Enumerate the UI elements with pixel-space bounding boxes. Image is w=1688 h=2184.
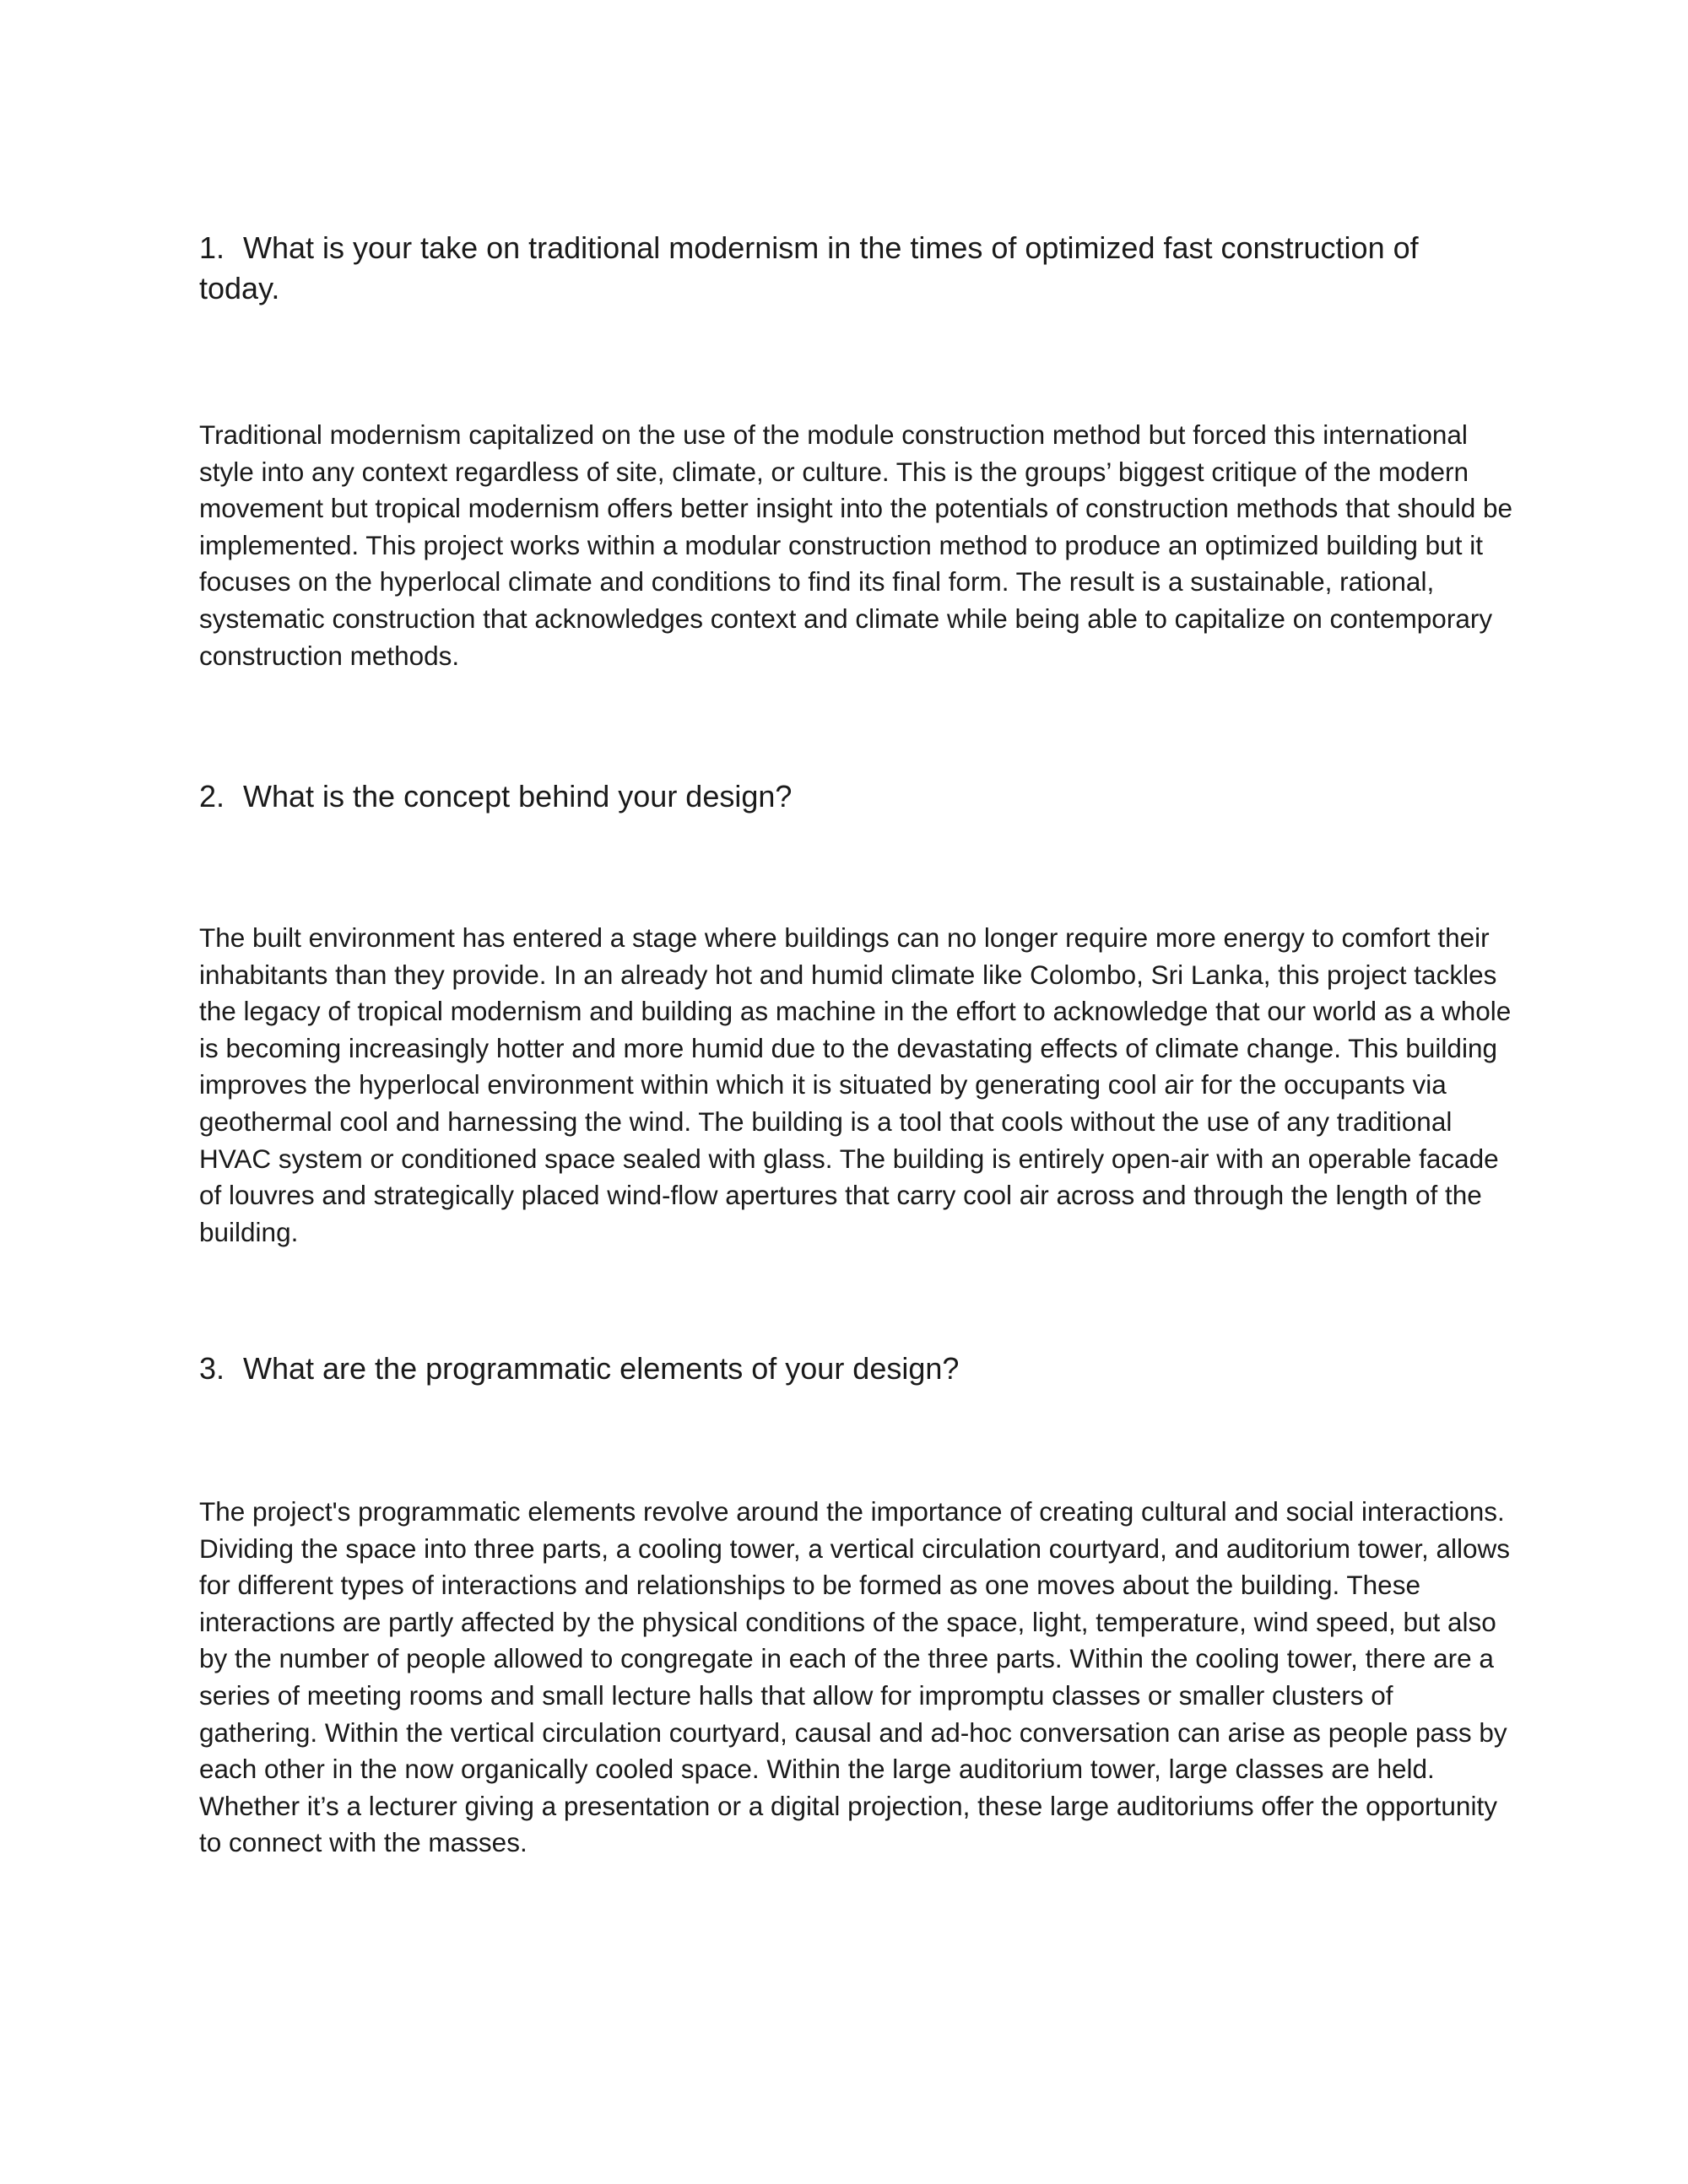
question-1-text: What is your take on traditional modernism in the times of optimized fast construction of today. [199, 230, 1419, 305]
answer-2-paragraph: The built environment has entered a stage where buildings can no longer require more energy to comfort their inhabitants than they provide. In an already hot and humid climate like Colombo, Sri Lanka, this project tackles the legacy of tropical modernism and building as machine in the effort to acknowledge that our world as a whole is becoming increasingly hotter and more humid due to the devastating effects of climate change. This building improves the hyperlocal environment within which it is situated by generating cool air for the occupants via geothermal cool and harnessing the wind. The building is a tool that cools without the use of any traditional HVAC system or conditioned space sealed with glass. The building is entirely open-air with an operable facade of louvres and strategically placed wind-flow apertures that carry cool air across and through the length of the building. [199, 922, 1512, 1247]
question-1-heading [199, 228, 1499, 309]
question-2-text: What is the concept behind your design? [243, 779, 793, 814]
question-2-heading [199, 776, 1499, 817]
answer-3-paragraph: The project's programmatic elements revolve around the importance of creating cultural and social interactions. Dividing the space into three parts, a cooling tower, a vertical circulation courtyard, and auditorium tower, allows for different types of interactions and relationships to be formed as one moves about the building. These interactions are partly affected by the physical conditions of the space, light, temperature, wind speed, but also by the number of people allowed to congregate in each of the three parts. Within the cooling tower, there are a series of meeting rooms and small lecture halls that allow for impromptu classes or smaller clusters of gathering. Within the vertical circulation courtyard, causal and ad-hoc conversation can arise as people pass by each other in the now organically cooled space. Within the large auditorium tower, large classes are held. Whether it’s a lecturer giving a presentation or a digital projection, these large auditoriums offer the opportunity to connect with the masses. [199, 1496, 1511, 1858]
question-3-text: What are the programmatic elements of your design? [243, 1351, 960, 1386]
answer-1-paragraph: Traditional modernism capitalized on the use of the module construction method but forced this international style into any context regardless of site, climate, or culture. This is the groups’ biggest critique of the modern movement but tropical modernism offers better insight into the potentials of construction methods that should be implemented. This project works within a modular construction method to produce an optimized building but it focuses on the hyperlocal climate and conditions to find its final form. The result is a sustainable, rational, systematic construction that acknowledges context and climate while being able to capitalize on contemporary construction methods. [199, 419, 1513, 671]
question-1-number: 1. [199, 230, 225, 265]
question-3-heading [199, 1349, 1499, 1389]
question-2-number: 2. [199, 779, 225, 814]
question-3-number: 3. [199, 1351, 225, 1386]
